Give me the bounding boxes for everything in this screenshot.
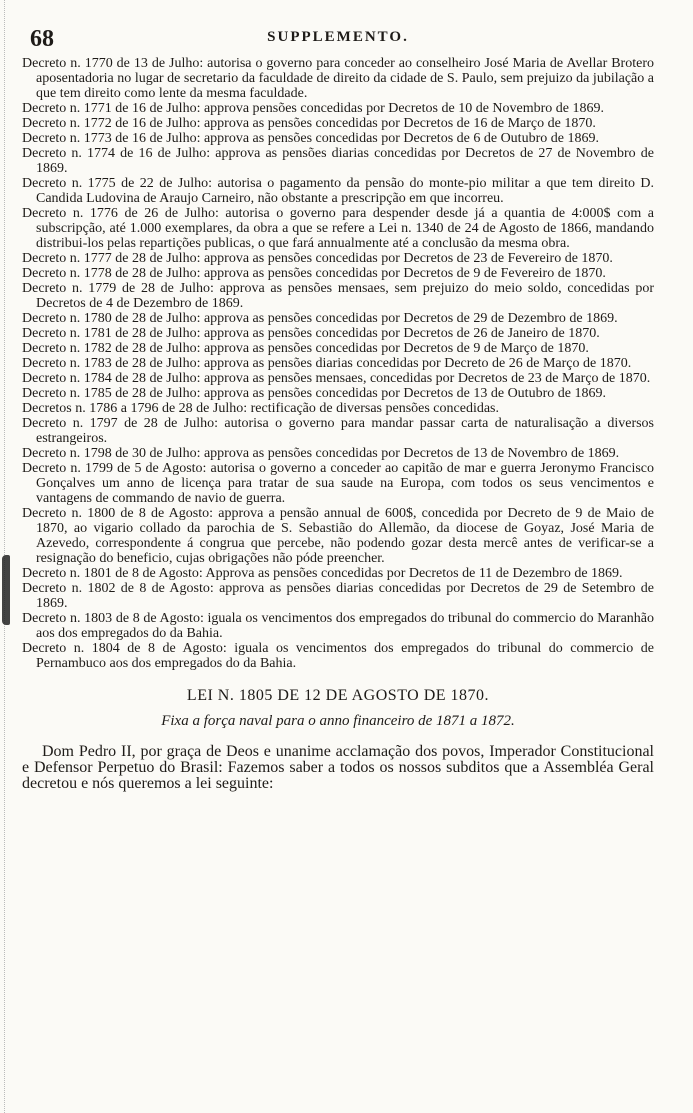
decree-entry: Decreto n. 1776 de 26 de Julho: autorisa o governo para despender desde já a quantia de 4:000$ com a subscripção, até 1.000 exemplares, da obra a que se refere a Lei n. 1340 de 24 de Agosto de 1866, mandando distribui-los pelas repartições publicas, o que fará annualmente até a conclusão da mesma obra. xyxy=(22,206,654,251)
decree-entry: Decreto n. 1781 de 28 de Julho: approva as pensões concedidas por Decretos de 26 de Janeiro de 1870. xyxy=(22,326,600,341)
decree-entry: Decreto n. 1771 de 16 de Julho: approva pensões concedidas por Decretos de 10 de Novembro de 1869. xyxy=(22,101,604,116)
decree-entry: Decreto n. 1785 de 28 de Julho: approva as pensões concedidas por Decretos de 13 de Outubro de 1869. xyxy=(22,386,606,401)
decree-entry: Decreto n. 1780 de 28 de Julho: approva as pensões concedidas por Decretos de 29 de Dezembro de 1869. xyxy=(22,311,618,326)
decree-entry: Decreto n. 1774 de 16 de Julho: approva as pensões diarias concedidas por Decretos de 27 de Novembro de 1869. xyxy=(22,146,654,176)
decree-entry: Decretos n. 1786 a 1796 de 28 de Julho: rectificação de diversas pensões concedidas. xyxy=(22,401,500,416)
decree-entry: Decreto n. 1784 de 28 de Julho: approva as pensões mensaes, concedidas por Decretos de 23 de Março de 1870. xyxy=(22,371,651,386)
decree-entry: Decreto n. 1778 de 28 de Julho: approva as pensões concedidas por Decretos de 9 de Fevereiro de 1870. xyxy=(22,266,606,281)
decree-entry: Decreto n. 1770 de 13 de Julho: autorisa o governo para conceder ao conselheiro José Maria de Avellar Brotero aposentadoria no lugar de secretario da faculdade de direito da cidade de S. Paulo, sem prejuizo da jubilação a que tem direito como lente da mesma faculdade. xyxy=(22,56,654,101)
decree-entry: Decreto n. 1801 de 8 de Agosto: Approva as pensões concedidas por Decretos de 11 de Dezembro de 1869. xyxy=(22,566,623,581)
law-subtitle: Fixa a força naval para o anno financeiro de 1871 a 1872. xyxy=(161,713,515,729)
law-preamble: Dom Pedro II, por graça de Deos e unanime acclamação dos povos, Imperador Constitucional e Defensor Perpetuo do Brasil: Fazemos saber a todos os nossos subditos que a Assembléa Geral decretou e nós queremos a lei seguinte: xyxy=(22,743,654,792)
decree-entry: Decreto n. 1777 de 28 de Julho: approva as pensões concedidas por Decretos de 23 de Fevereiro de 1870. xyxy=(22,251,613,266)
running-title: SUPPLEMENTO. xyxy=(267,29,409,45)
binding-edge-smudge xyxy=(2,555,10,625)
decree-entry: Decreto n. 1772 de 16 de Julho: approva as pensões concedidas por Decretos de 16 de Março de 1870. xyxy=(22,116,596,131)
decree-entry: Decreto n. 1798 de 30 de Julho: approva as pensões concedidas por Decretos de 13 de Novembro de 1869. xyxy=(22,446,620,461)
law-title: LEI N. 1805 DE 12 DE AGOSTO DE 1870. xyxy=(186,687,490,704)
decree-entry: Decreto n. 1773 de 16 de Julho: approva as pensões concedidas por Decretos de 6 de Outubro de 1869. xyxy=(22,131,599,146)
decree-entry: Decreto n. 1802 de 8 de Agosto: approva as pensões diarias concedidas por Decretos de 29 de Setembro de 1869. xyxy=(22,581,654,611)
decree-list xyxy=(22,56,654,671)
decree-entry: Decreto n. 1783 de 28 de Julho: approva as pensões diarias concedidas por Decreto de 26 de Março de 1870. xyxy=(22,356,632,371)
decree-entry: Decreto n. 1799 de 5 de Agosto: autorisa o governo a conceder ao capitão de mar e guerra Jeronymo Francisco Gonçalves um anno de licença para tratar de sua saude na Europa, com todos os seus vencimentos e vantagens de commando de navio de guerra. xyxy=(22,461,654,506)
document-page xyxy=(22,26,654,792)
decree-entry: Decreto n. 1779 de 28 de Julho: approva as pensões mensaes, sem prejuizo do meio soldo, concedidas por Decretos de 4 de Dezembro de 1869. xyxy=(22,281,654,311)
decree-entry: Decreto n. 1803 de 8 de Agosto: iguala os vencimentos dos empregados do tribunal do commercio do Maranhão aos dos empregados do da Bahia. xyxy=(22,611,654,641)
page-header xyxy=(22,26,654,52)
decree-entry: Decreto n. 1782 de 28 de Julho: approva as pensões concedidas por Decretos de 9 de Março de 1870. xyxy=(22,341,589,356)
decree-entry: Decreto n. 1800 de 8 de Agosto: approva a pensão annual de 600$, concedida por Decreto de 9 de Maio de 1870, ao vigario collado da parochia de S. Sebastião do Allemão, da diocese de Goyaz, José Maria de Azevedo, correspondente á congrua que percebe, não podendo gozar desta mercê antes de verificar-se a resignação do beneficio, cujas obrigações não póde preencher. xyxy=(22,506,654,566)
decree-entry: Decreto n. 1775 de 22 de Julho: autorisa o pagamento da pensão do monte-pio militar a que tem direito D. Candida Ludovina de Araujo Carneiro, não obstante a prescripção em que incorreu. xyxy=(22,176,654,206)
page-number: 68 xyxy=(30,26,54,52)
decree-entry: Decreto n. 1797 de 28 de Julho: autorisa o governo para mandar passar carta de naturalisação a diversos estrangeiros. xyxy=(22,416,654,446)
decree-entry: Decreto n. 1804 de 8 de Agosto: iguala os vencimentos dos empregados do tribunal do commercio de Pernambuco aos dos empregados do da Bahia. xyxy=(22,641,654,671)
